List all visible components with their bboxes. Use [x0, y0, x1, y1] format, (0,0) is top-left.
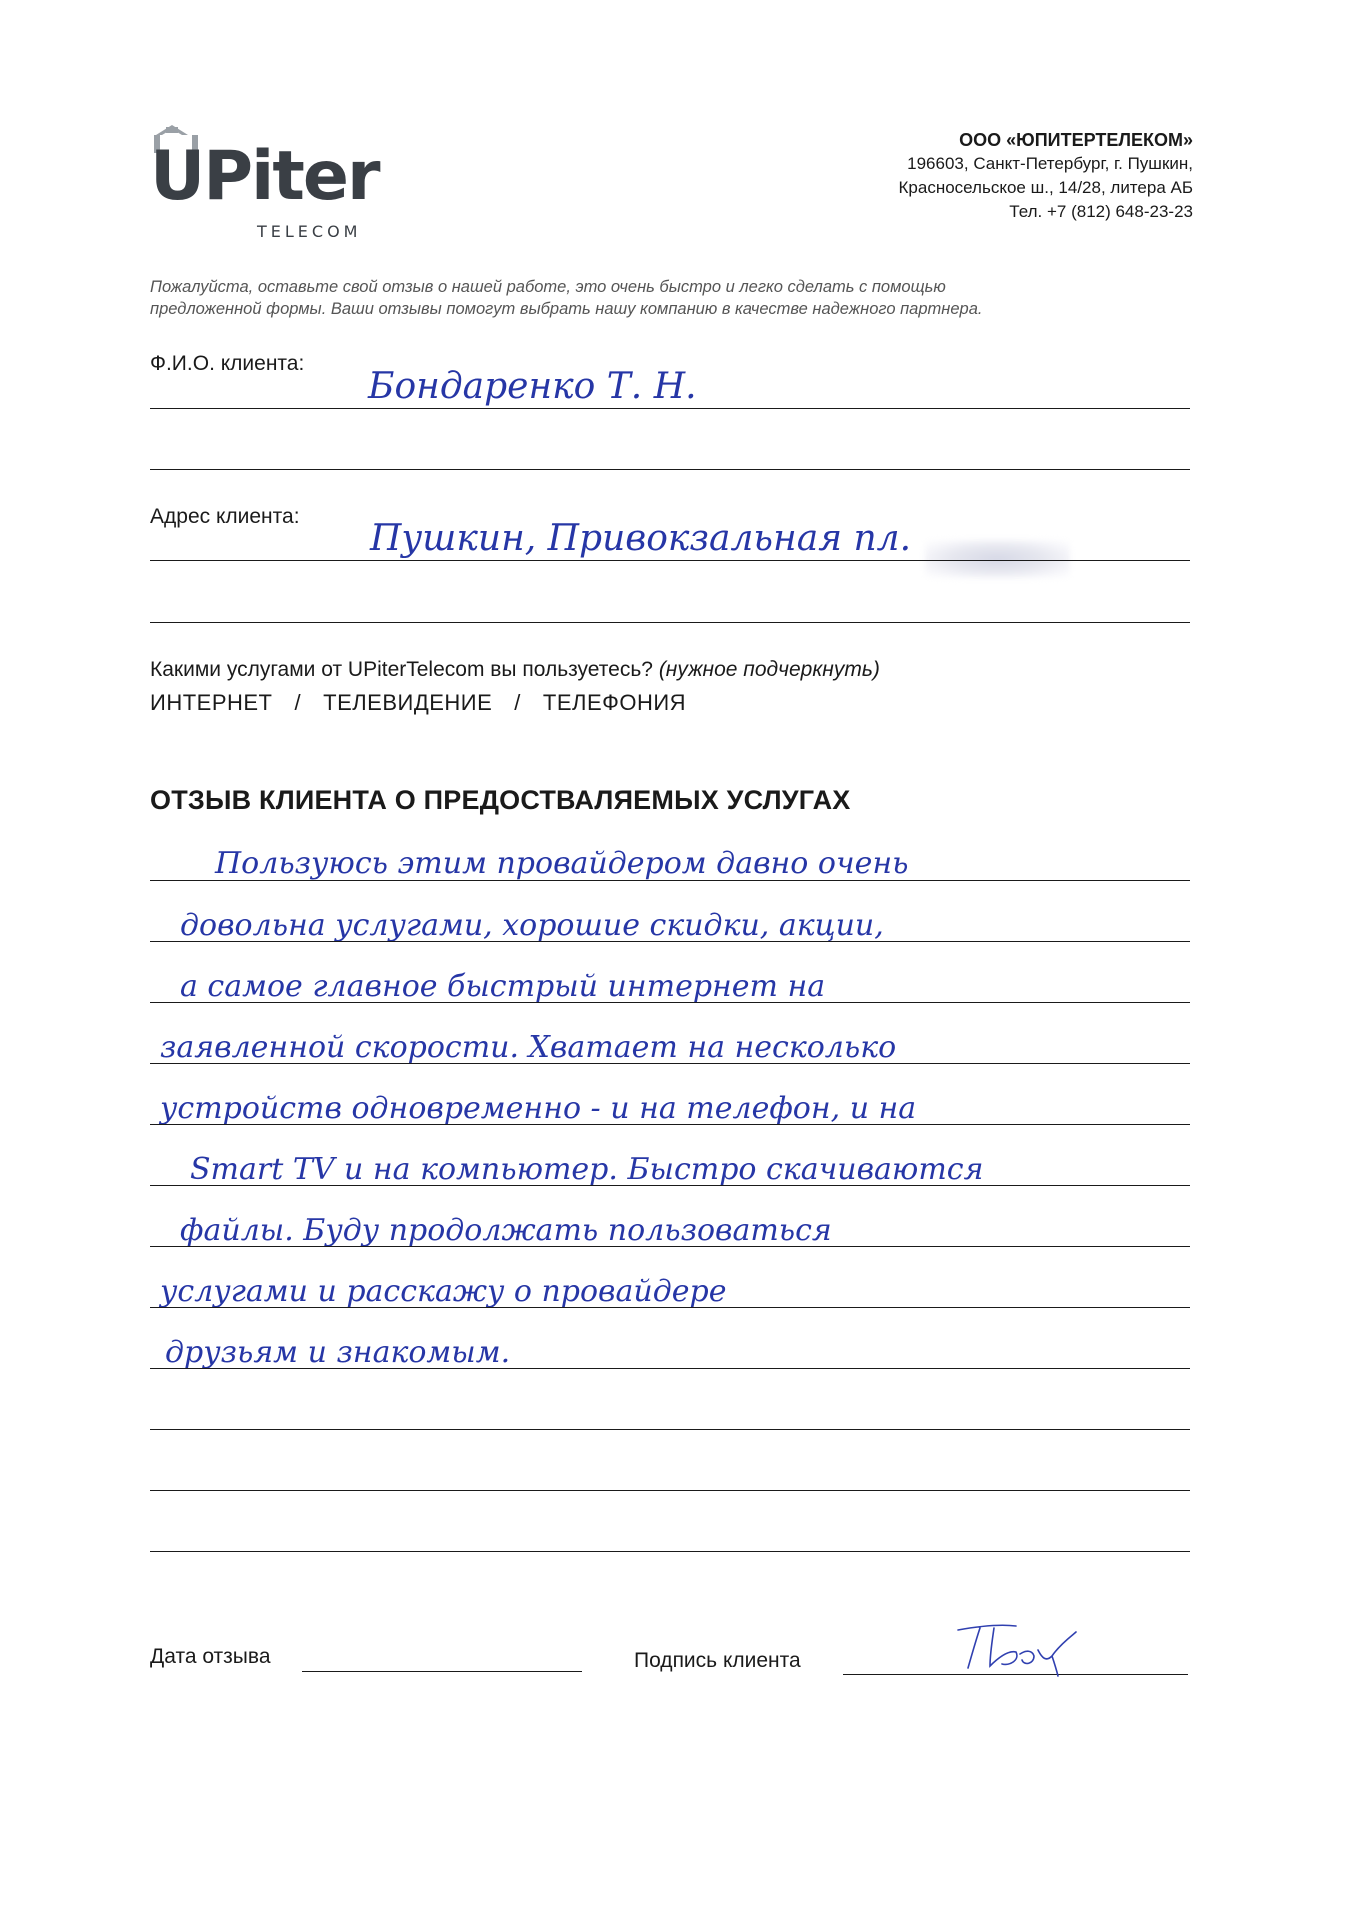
services-options — [150, 690, 708, 716]
address-redacted-blur — [925, 540, 1070, 578]
review-line-4[interactable]: заявленной скорости. Хватает на несколько — [160, 1030, 897, 1065]
review-rule-3 — [150, 1002, 1190, 1003]
name-line-1 — [150, 408, 1190, 409]
company-name: ООО «ЮПИТЕРТЕЛЕКОМ» — [959, 130, 1193, 150]
services-question-text: Какими услугами от UPiterTelecom вы пользуетесь? — [150, 658, 653, 681]
review-line-2[interactable]: довольна услугами, хорошие скидки, акции, — [180, 908, 884, 943]
client-address-value[interactable]: Пушкин, Привокзальная пл. — [370, 518, 912, 559]
review-heading: ОТЗЫВ КЛИЕНТА О ПРЕДОСТВАЛЯЕМЫХ УСЛУГАХ — [150, 785, 851, 815]
review-rule-5 — [150, 1124, 1190, 1125]
name-line-2 — [150, 469, 1190, 470]
review-rule-11 — [150, 1490, 1190, 1491]
client-address-label: Адрес клиента: — [150, 505, 300, 528]
review-rule-7 — [150, 1246, 1190, 1247]
address-line-2 — [150, 622, 1190, 623]
review-line-5[interactable]: устройств одновременно - и на телефон, и на — [160, 1091, 917, 1126]
client-name-label: Ф.И.О. клиента: — [150, 352, 305, 375]
services-question-hint: (нужное подчеркнуть) — [658, 658, 880, 681]
client-signature-image — [950, 1620, 1080, 1680]
review-line-8[interactable]: услугами и расскажу о провайдере — [160, 1274, 727, 1309]
service-internet[interactable]: ИНТЕРНЕТ — [150, 690, 273, 715]
services-question — [150, 658, 880, 682]
intro-line-2: предложенной формы. Ваши отзывы помогут выбрать нашу компанию в качестве надежного партнера. — [150, 300, 983, 318]
address-line-1 — [150, 560, 1190, 561]
company-info — [899, 128, 1193, 224]
review-line-3[interactable]: а самое главное быстрый интернет на — [180, 969, 826, 1004]
review-date-label: Дата отзыва — [150, 1645, 271, 1668]
review-rule-9 — [150, 1368, 1190, 1369]
review-rule-2 — [150, 941, 1190, 942]
review-line-1[interactable]: Пользуюсь этим провайдером давно очень — [215, 846, 909, 881]
company-address-line1: 196603, Санкт-Петербург, г. Пушкин, — [907, 154, 1193, 173]
intro-line-1: Пожалуйста, оставьте свой отзыв о нашей работе, это очень быстро и легко сделать с помощью — [150, 278, 946, 296]
logo-subtitle: TELECOM — [257, 222, 362, 241]
service-tv[interactable]: ТЕЛЕВИДЕНИЕ — [323, 690, 493, 715]
service-telephony[interactable]: ТЕЛЕФОНИЯ — [542, 690, 687, 715]
company-phone: Тел. +7 (812) 648-23-23 — [1009, 202, 1193, 221]
review-rule-8 — [150, 1307, 1190, 1308]
company-address-line2: Красносельское ш., 14/28, литера АБ — [898, 178, 1193, 197]
review-rule-12 — [150, 1551, 1190, 1552]
intro-text — [150, 276, 1210, 320]
review-rule-6 — [150, 1185, 1190, 1186]
client-signature-label: Подпись клиента — [634, 1649, 801, 1672]
review-rule-4 — [150, 1063, 1190, 1064]
review-date-line[interactable] — [302, 1671, 582, 1672]
review-rule-1 — [150, 880, 1190, 881]
review-line-9[interactable]: друзьям и знакомым. — [165, 1335, 511, 1370]
logo-wordmark: UPiter — [150, 137, 379, 216]
review-rule-10 — [150, 1429, 1190, 1430]
review-line-7[interactable]: файлы. Буду продолжать пользоваться — [180, 1213, 832, 1248]
review-line-6[interactable]: Smart TV и на компьютер. Быстро скачиваются — [190, 1152, 984, 1187]
service-separator: / — [294, 690, 302, 715]
client-name-value[interactable]: Бондаренко Т. Н. — [368, 366, 697, 407]
service-separator: / — [514, 690, 521, 715]
